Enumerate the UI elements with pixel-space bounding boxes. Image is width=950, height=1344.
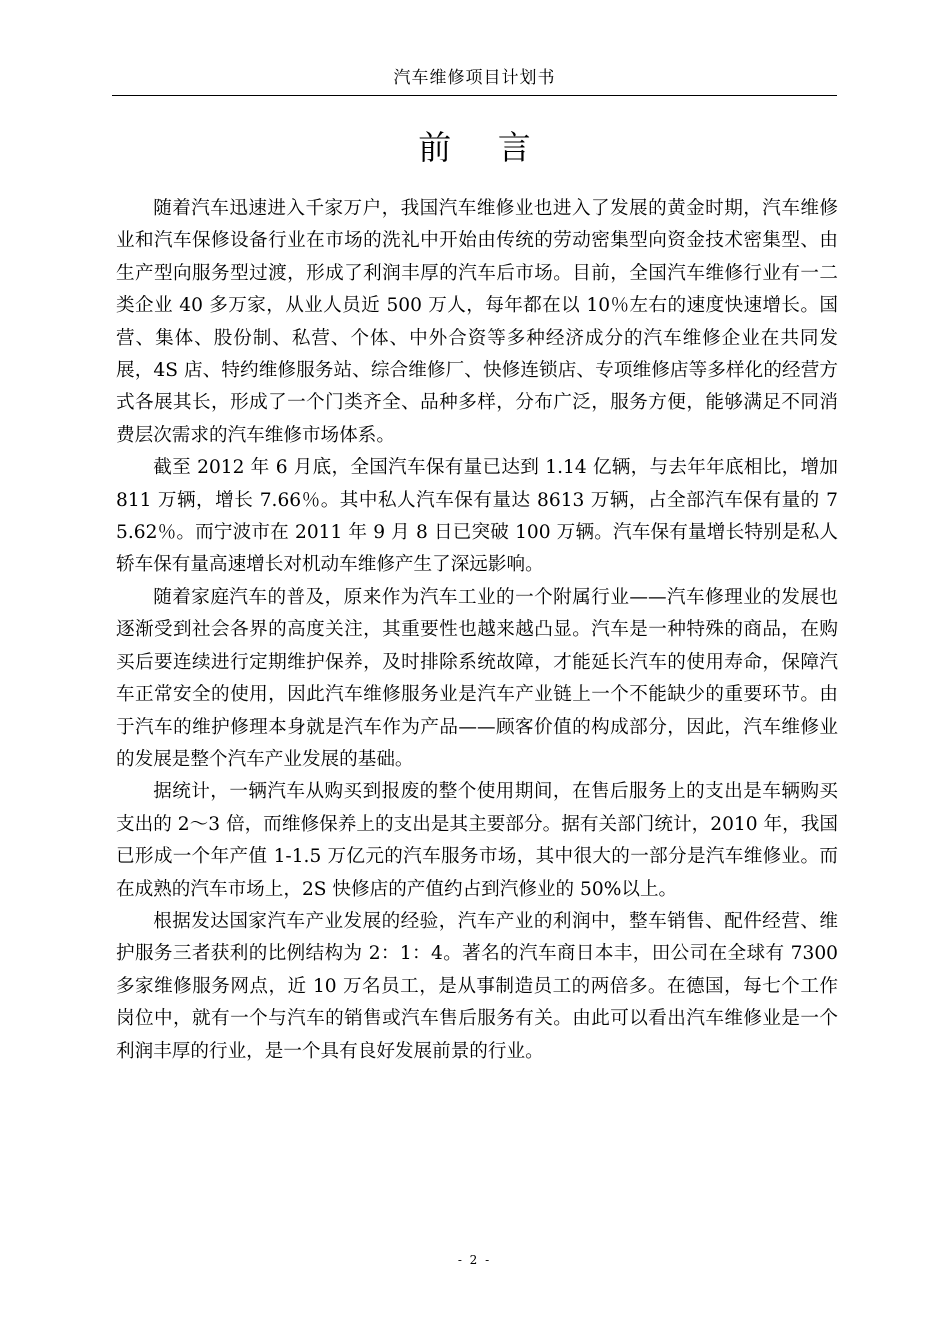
- running-header: 汽车维修项目计划书: [393, 68, 556, 88]
- body-text: [116, 193, 838, 1068]
- paragraph-profit-structure: 根据发达国家汽车产业发展的经验，汽车产业的利润中，整车销售、配件经营、维护服务三者获利的比例结构为 2：1：4。著名的汽车商日本丰，田公司在全球有 7300 多家维修服务网点，近 10 万名员工，是从事制造员工的两倍多。在德国，每七个工作岗位中，就有一个与汽车的销售或汽车售后服务有关。由此可以看出汽车维修业是一个利润丰厚的行业，是一个具有良好发展前景的行业。: [116, 910, 838, 1062]
- page-title: 前 言: [418, 128, 549, 167]
- paragraph-ownership-stats: 截至 2012 年 6 月底，全国汽车保有量已达到 1.14 亿辆，与去年年底相比，增加 811 万辆，增长 7.66％。其中私人汽车保有量达 8613 万辆，占全部汽车保有量的 75.62％。而宁波市在 2011 年 9 月 8 日已突破 100 万辆。汽车保有量增长特别是私人轿车保有量高速增长对机动车维修产生了深远影响。: [116, 457, 838, 576]
- header-rule: [112, 95, 837, 96]
- paragraph-industry-importance: 随着家庭汽车的普及，原来作为汽车工业的一个附属行业——汽车修理业的发展也逐渐受到社会各界的高度关注，其重要性也越来越凸显。汽车是一种特殊的商品，在购买后要连续进行定期维护保养，及时排除系统故障，才能延长汽车的使用寿命，保障汽车正常安全的使用，因此汽车维修服务业是汽车产业链上一个不能缺少的重要环节。由于汽车的维护修理本身就是汽车作为产品——顾客价值的构成部分，因此，汽车维修业的发展是整个汽车产业发展的基础。: [116, 586, 838, 770]
- page-number: - 2 -: [457, 1253, 492, 1267]
- paragraph-service-market: 据统计，一辆汽车从购买到报废的整个使用期间，在售后服务上的支出是车辆购买支出的 2～3 倍，而维修保养上的支出是其主要部分。据有关部门统计，2010 年，我国已形成一个年产值 1-1.5 万亿元的汽车服务市场，其中很大的一部分是汽车维修业。而在成熟的汽车市场上，2S 快修店的产值约占到汽修业的 50%以上。: [116, 781, 838, 900]
- paragraph-intro: 随着汽车迅速进入千家万户，我国汽车维修业也进入了发展的黄金时期，汽车维修业和汽车保修设备行业在市场的洗礼中开始由传统的劳动密集型向资金技术密集型、由生产型向服务型过渡，形成了利润丰厚的汽车后市场。目前，全国汽车维修行业有一二类企业 40 多万家，从业人员近 500 万人，每年都在以 10％左右的速度快速增长。国营、集体、股份制、私营、个体、中外合资等多种经济成分的汽车维修企业在共同发展，4S 店、特约维修服务站、综合维修厂、快修连锁店、专项维修店等多样化的经营方式各展其长，形成了一个门类齐全、品种多样，分布广泛，服务方便，能够满足不同消费层次需求的汽车维修市场体系。: [116, 198, 838, 446]
